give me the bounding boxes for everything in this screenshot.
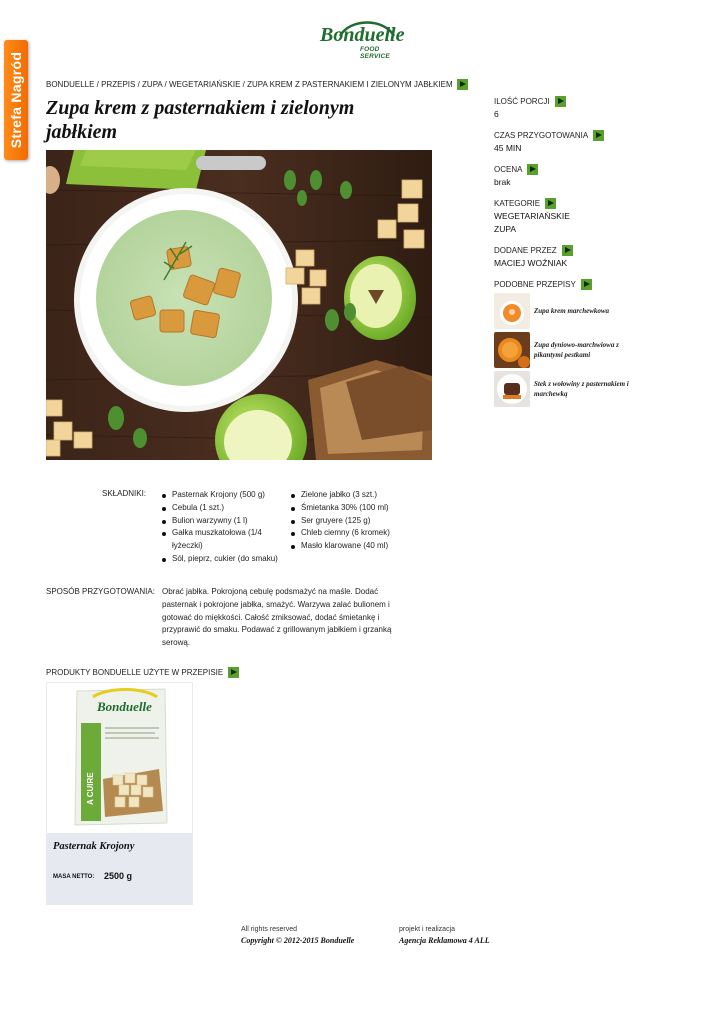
ingredients-list-col2 — [289, 489, 419, 553]
author-label-text: DODANE PRZEZ — [494, 246, 557, 255]
time-label[interactable] — [494, 130, 694, 141]
product-image[interactable] — [47, 683, 192, 833]
categories-block — [494, 198, 694, 235]
ingredients-list-col1 — [160, 489, 288, 566]
similar-recipe-title[interactable]: Zupa dyniowo-marchwiowa z pikantymi pestkami — [534, 341, 619, 359]
arrow-right-icon[interactable] — [527, 164, 538, 175]
ingredient-item: Masło klarowane (40 ml) — [289, 540, 419, 553]
ingredient-item: Ser gruyere (125 g) — [289, 515, 419, 528]
similar-block — [494, 279, 694, 290]
logo-wordmark: Bonduelle — [320, 24, 405, 46]
ingredient-item: Cebula (1 szt.) — [160, 502, 288, 515]
ingredients-label: SKŁADNIKI: — [102, 489, 147, 498]
similar-label-text: PODOBNE PRZEPISY — [494, 280, 576, 289]
ingredient-item: Bulion warzywny (1 l) — [160, 515, 288, 528]
footer-made-by-label: projekt i realizacja — [399, 926, 456, 933]
rewards-zone-tab[interactable] — [4, 40, 28, 160]
ingredient-item: Pasternak Krojony (500 g) — [160, 489, 288, 502]
similar-recipe-title[interactable]: Stek z wołowiny z pasternakiem i marchewką — [534, 380, 629, 398]
recipe-photo — [46, 150, 432, 460]
pack-brand: Bonduelle — [97, 699, 152, 714]
category-link[interactable]: WEGETARIAŃSKIE — [494, 211, 570, 221]
similar-recipe-item[interactable] — [494, 293, 644, 329]
rating-label[interactable] — [494, 164, 694, 175]
recipe-meta-sidebar — [494, 96, 694, 300]
pack-label: A CUIRE — [86, 772, 95, 805]
arrow-right-icon[interactable] — [457, 79, 468, 90]
rating-value: brak — [494, 177, 511, 187]
preparation-text: Obrać jabłka. Pokrojoną cebulę podsmażyć na maśle. Dodać pasternak i pokrojone jabłka, smażyć. Warzywa zalać bulionem i gotować do miękkości. Całość zmiksować, dodać śmietankę i przyprawić do smaku. Podawać z grillowanym jabłkiem i grzanką serową. — [162, 587, 392, 648]
product-card[interactable] — [46, 682, 193, 905]
breadcrumb — [46, 79, 468, 90]
product-mass-value: 2500 g — [104, 871, 133, 881]
product-mass-label: MASA NETTO: — [53, 874, 95, 880]
bonduelle-logo[interactable] — [318, 16, 408, 60]
similar-recipe-thumbnail[interactable] — [494, 293, 530, 329]
rating-block — [494, 164, 694, 188]
time-label-text: CZAS PRZYGOTOWANIA — [494, 131, 589, 140]
categories-label-text: KATEGORIE — [494, 199, 541, 208]
rewards-zone-label: Strefa Nagród — [8, 51, 25, 149]
footer-rights: All rights reserved — [241, 926, 298, 933]
author-block — [494, 245, 694, 269]
arrow-right-icon[interactable] — [545, 198, 556, 209]
products-label-text: PRODUKTY BONDUELLE UŻYTE W PRZEPISIE — [46, 668, 224, 677]
product-info — [47, 833, 192, 905]
footer-copyright — [241, 924, 354, 946]
portions-value: 6 — [494, 109, 499, 119]
time-block — [494, 130, 694, 154]
products-section-label[interactable] — [46, 667, 239, 678]
ingredient-item: Śmietanka 30% (100 ml) — [289, 502, 419, 515]
arrow-right-icon[interactable] — [581, 279, 592, 290]
category-link[interactable]: ZUPA — [494, 224, 517, 234]
recipe-title: Zupa krem z pasternakiem i zielonym jabłkiem — [46, 97, 355, 143]
footer-credits — [399, 924, 490, 946]
similar-label[interactable] — [494, 279, 694, 290]
ingredient-item: Sól, pieprz, cukier (do smaku) — [160, 553, 288, 566]
ingredient-item: Chleb ciemny (6 kromek) — [289, 527, 419, 540]
similar-recipe-title[interactable]: Zupa krem marchewkowa — [534, 307, 610, 315]
ingredient-item: Zielone jabłko (3 szt.) — [289, 489, 419, 502]
rating-label-text: OCENA — [494, 165, 523, 174]
portions-label[interactable] — [494, 96, 694, 107]
product-name[interactable]: Pasternak Krojony — [53, 841, 135, 852]
similar-recipes-list — [494, 293, 644, 410]
categories-label[interactable] — [494, 198, 694, 209]
author-value[interactable]: MACIEJ WOŹNIAK — [494, 258, 568, 268]
breadcrumb-text[interactable]: BONDUELLE / PRZEPIS / ZUPA / WEGETARIAŃSKIE / ZUPA KREM Z PASTERNAKIEM I ZIELONYM JABŁKIEM — [46, 80, 453, 89]
preparation-label: SPOSÓB PRZYGOTOWANIA: — [46, 587, 155, 596]
arrow-right-icon[interactable] — [593, 130, 604, 141]
author-label[interactable] — [494, 245, 694, 256]
time-value: 45 MIN — [494, 143, 522, 153]
arrow-right-icon[interactable] — [555, 96, 566, 107]
similar-recipe-thumbnail[interactable] — [494, 332, 530, 368]
footer-copyright-text: Copyright © 2012-2015 Bonduelle — [241, 936, 355, 945]
similar-recipe-item[interactable] — [494, 332, 644, 368]
footer-agency-link[interactable]: Agencja Reklamowa 4 ALL — [399, 936, 490, 945]
logo-subtitle: FOOD SERVICE — [360, 46, 390, 60]
similar-recipe-item[interactable] — [494, 371, 644, 407]
similar-recipe-thumbnail[interactable] — [494, 371, 530, 407]
ingredient-item: Gałka muszkatołowa (1/4 łyżeczki) — [160, 527, 288, 553]
portions-block — [494, 96, 694, 120]
portions-label-text: ILOŚĆ PORCJI — [494, 97, 550, 106]
arrow-right-icon[interactable] — [228, 667, 239, 678]
arrow-right-icon[interactable] — [562, 245, 573, 256]
